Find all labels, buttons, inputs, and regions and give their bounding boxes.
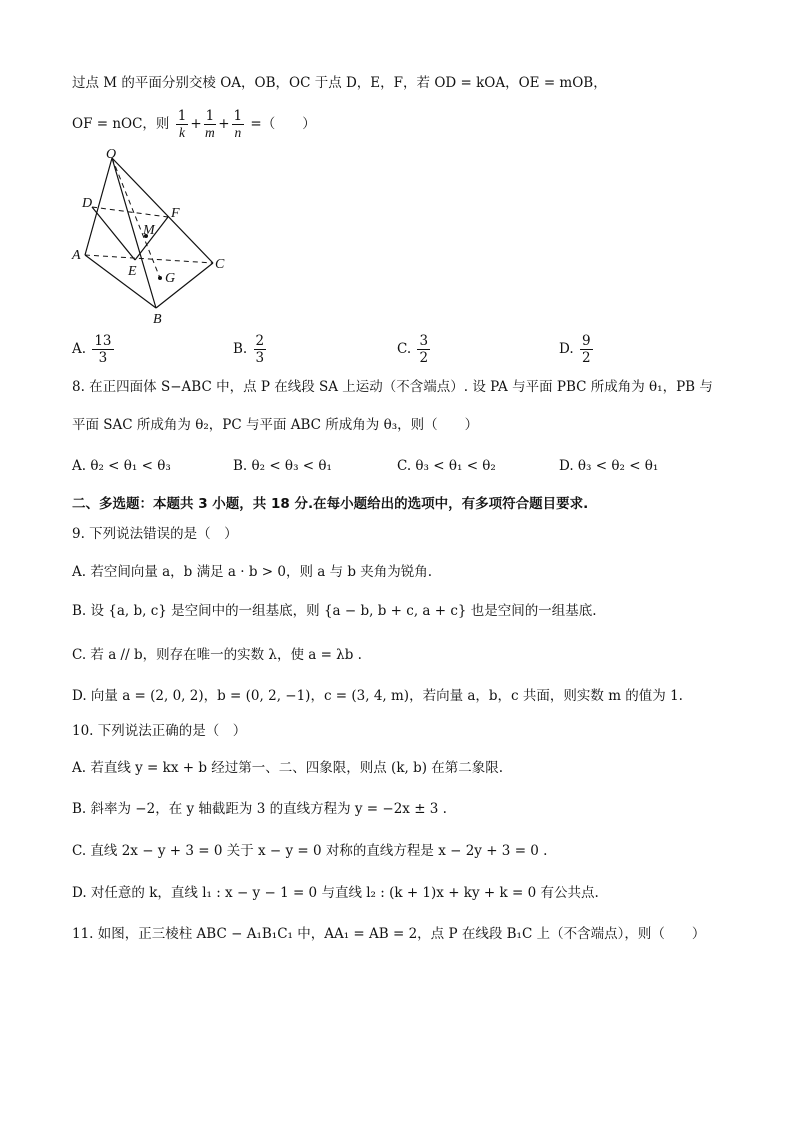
label-c: C xyxy=(215,257,225,272)
section-heading: 二、多选题：本题共 3 小题，共 18 分.在每小题给出的选项中，有多项符合题目要求. xyxy=(72,496,589,512)
q7-option-d: D. $\frac{9}{2}$ xyxy=(559,333,591,366)
label-e: E xyxy=(128,264,137,279)
q7-line2 xyxy=(72,108,316,141)
q8-option-c: C. θ₃ < θ₁ < θ₂ xyxy=(397,458,496,474)
q9-option-a: A. 若空间向量 a，b 满足 a · b > 0，则 a 与 b 夹角为锐角. xyxy=(72,564,433,580)
plus-sign: + xyxy=(218,116,230,132)
q10-stem: 10. 下列说法正确的是（ ） xyxy=(72,723,247,739)
q7-option-b: B. $\frac{2}{3}$ xyxy=(233,333,265,366)
label-o: O xyxy=(106,147,117,162)
tetrahedron-figure xyxy=(60,145,240,330)
label-m: M xyxy=(143,223,155,238)
fraction-1-over-n: $\frac{1}{n}$ xyxy=(233,108,243,140)
label-f: F xyxy=(171,206,180,221)
q11-stem: 11. 如图，正三棱柱 ABC − A₁B₁C₁ 中，AA₁ = AB = 2，点 P 在线段 B₁C 上（不含端点），则（ ） xyxy=(72,926,706,942)
fraction-1-over-m: $\frac{1}{m}$ xyxy=(205,108,215,140)
q8-option-b: B. θ₂ < θ₃ < θ₁ xyxy=(233,458,332,474)
label-d: D xyxy=(82,196,93,211)
q8-line2: 平面 SAC 所成角为 θ₂，PC 与平面 ABC 所成角为 θ₃，则（ ） xyxy=(72,417,479,433)
q9-option-c: C. 若 a // b，则存在唯一的实数 λ，使 a = λb . xyxy=(72,647,362,663)
point-g xyxy=(158,276,162,280)
q10-option-c: C. 直线 2x − y + 3 = 0 关于 x − y = 0 对称的直线方程是 x − 2y + 3 = 0 . xyxy=(72,843,548,859)
plus-sign: + xyxy=(190,116,202,132)
q7-option-c: C. $\frac{3}{2}$ xyxy=(397,333,429,366)
q7-line1: 过点 M 的平面分别交棱 OA，OB，OC 于点 D，E，F，若 OD = kOA，OE = mOB， xyxy=(72,75,607,91)
q9-option-b: B. 设 {a, b, c} 是空间中的一组基底，则 {a − b, b + c, a + c} 也是空间的一组基底. xyxy=(72,603,597,619)
q10-option-a: A. 若直线 y = kx + b 经过第一、二、四象限，则点 (k, b) 在第二象限. xyxy=(72,760,504,776)
label-b: B xyxy=(153,312,162,327)
q8-line1: 8. 在正四面体 S−ABC 中，点 P 在线段 SA 上运动（不含端点）. 设 PA 与平面 PBC 所成角为 θ₁，PB 与 xyxy=(72,379,713,395)
q7-option-a: A. $\frac{13}{3}$ xyxy=(72,333,112,366)
label-g: G xyxy=(165,271,176,286)
q10-option-b: B. 斜率为 −2，在 y 轴截距为 3 的直线方程为 y = −2x ± 3 . xyxy=(72,801,447,817)
q7-line2-end: =（ ） xyxy=(250,116,316,132)
fraction-1-over-k: $\frac{1}{k}$ xyxy=(177,108,187,140)
q8-option-a: A. θ₂ < θ₁ < θ₃ xyxy=(72,458,171,474)
q7-line2-start: OF = nOC，则 xyxy=(72,116,170,132)
q8-option-d: D. θ₃ < θ₂ < θ₁ xyxy=(559,458,659,474)
label-a: A xyxy=(72,248,81,263)
q9-stem: 9. 下列说法错误的是（ ） xyxy=(72,526,238,542)
q9-option-d: D. 向量 a = (2, 0, 2)，b = (0, 2, −1)，c = (3, 4, m)，若向量 a，b，c 共面，则实数 m 的值为 1. xyxy=(72,688,683,704)
q10-option-d: D. 对任意的 k，直线 l₁ : x − y − 1 = 0 与直线 l₂ : (k + 1)x + ky + k = 0 有公共点. xyxy=(72,885,599,901)
